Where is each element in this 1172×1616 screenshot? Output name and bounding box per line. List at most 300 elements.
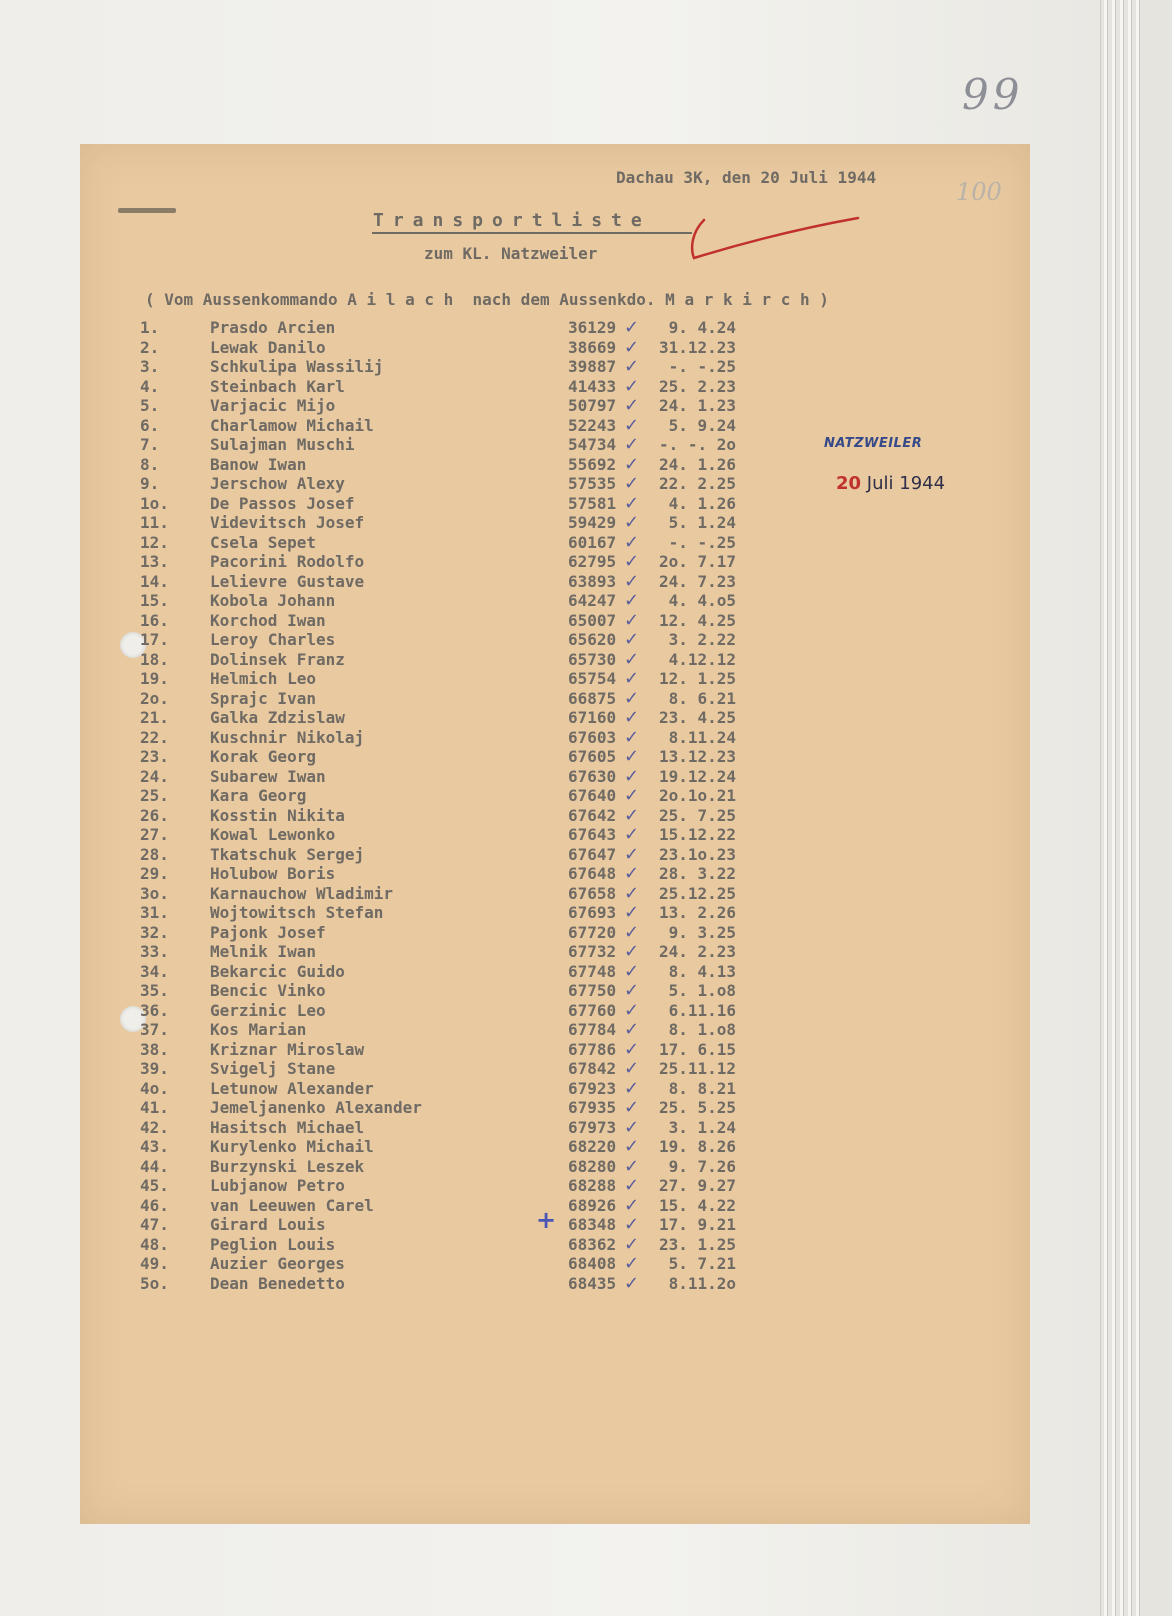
prisoner-number: 52243 bbox=[568, 415, 617, 435]
table-row bbox=[140, 1137, 736, 1157]
table-row bbox=[140, 942, 736, 962]
row-index: 45. bbox=[140, 1176, 169, 1195]
table-row bbox=[140, 1235, 736, 1255]
prisoner-name: Burzynski Leszek bbox=[210, 1156, 365, 1176]
check-mark: ✓ bbox=[624, 1175, 640, 1196]
table-row bbox=[140, 494, 736, 514]
plus-mark: + bbox=[536, 1206, 557, 1234]
birth-date: 9. 3.25 bbox=[668, 922, 736, 942]
row-index: 28. bbox=[140, 844, 169, 864]
prisoner-name: Kriznar Miroslaw bbox=[210, 1039, 365, 1059]
prisoner-name: Galka Zdzislaw bbox=[210, 708, 345, 727]
birth-date: 3. 1.24 bbox=[668, 1117, 736, 1137]
row-index: 49. bbox=[140, 1254, 169, 1273]
prisoner-number: 67973 bbox=[568, 1117, 617, 1137]
table-row bbox=[140, 1118, 736, 1138]
birth-date: 19. 8.26 bbox=[658, 1137, 736, 1156]
check-mark: ✓ bbox=[624, 590, 640, 611]
table-row bbox=[140, 767, 736, 787]
table-row bbox=[140, 981, 736, 1001]
birth-date: 9. 7.26 bbox=[668, 1156, 736, 1176]
birth-date: 3. 2.22 bbox=[668, 630, 736, 649]
table-row bbox=[140, 864, 736, 884]
prisoner-number: 65730 bbox=[568, 649, 617, 669]
birth-date: 8. 8.21 bbox=[668, 1078, 736, 1098]
table-row bbox=[140, 689, 736, 709]
prisoner-name: Leroy Charles bbox=[210, 630, 336, 649]
birth-date: 2o.1o.21 bbox=[658, 786, 736, 805]
birth-date: 25. 5.25 bbox=[658, 1098, 736, 1117]
check-mark: ✓ bbox=[624, 980, 640, 1001]
prisoner-number: 63893 bbox=[568, 571, 617, 591]
birth-date: 8.11.2o bbox=[668, 1273, 736, 1293]
row-index: 36. bbox=[140, 1000, 169, 1020]
page-stack-edge bbox=[1120, 0, 1124, 1616]
birth-date: 19.12.24 bbox=[658, 766, 736, 786]
prisoner-number: 67160 bbox=[568, 708, 617, 727]
prisoner-number: 62795 bbox=[568, 552, 617, 571]
table-row bbox=[140, 1274, 736, 1294]
prisoner-number: 60167 bbox=[568, 532, 617, 552]
transport-list-table bbox=[140, 318, 736, 1293]
prisoner-number: 55692 bbox=[568, 454, 617, 474]
row-index: 12. bbox=[140, 532, 169, 552]
prisoner-name: Charlamow Michail bbox=[210, 415, 374, 435]
prisoner-name: Korchod Iwan bbox=[210, 610, 326, 630]
prisoner-name: Girard Louis bbox=[210, 1215, 326, 1234]
table-row bbox=[140, 1001, 736, 1021]
check-mark: ✓ bbox=[624, 668, 640, 689]
birth-date: 25. 2.23 bbox=[658, 376, 736, 396]
page-stack-edge bbox=[1136, 0, 1140, 1616]
check-mark: ✓ bbox=[624, 414, 640, 436]
row-index: 1. bbox=[140, 318, 160, 337]
prisoner-number: 67642 bbox=[568, 805, 617, 825]
ink-smudge bbox=[118, 208, 176, 213]
row-index: 14. bbox=[140, 571, 169, 591]
birth-date: 8. 4.13 bbox=[668, 961, 736, 981]
prisoner-number: 64247 bbox=[568, 591, 617, 610]
table-row bbox=[140, 845, 736, 865]
prisoner-name: Jemeljanenko Alexander bbox=[210, 1098, 422, 1117]
stamp-day: 20 bbox=[836, 473, 862, 494]
check-mark: ✓ bbox=[624, 687, 640, 709]
prisoner-name: Bekarcic Guido bbox=[210, 961, 345, 981]
check-mark: ✓ bbox=[624, 1272, 640, 1294]
prisoner-name: Jerschow Alexy bbox=[210, 474, 345, 493]
prisoner-name: Lewak Danilo bbox=[210, 337, 326, 357]
row-index: 13. bbox=[140, 552, 169, 571]
stamp-place: NATZWEILER bbox=[824, 436, 923, 451]
birth-date: 8. 6.21 bbox=[668, 688, 736, 708]
page-stack-edge bbox=[1112, 0, 1116, 1616]
table-row bbox=[140, 513, 736, 533]
prisoner-number: 67786 bbox=[568, 1039, 617, 1059]
page-stack-edge bbox=[1104, 0, 1108, 1616]
birth-date: 24. 1.26 bbox=[658, 454, 736, 474]
prisoner-name: Pacorini Rodolfo bbox=[210, 552, 365, 571]
check-mark: ✓ bbox=[624, 434, 640, 455]
row-index: 5o. bbox=[140, 1273, 169, 1293]
prisoner-name: Csela Sepet bbox=[210, 532, 316, 552]
check-mark: ✓ bbox=[624, 336, 640, 358]
prisoner-number: 67923 bbox=[568, 1078, 617, 1098]
birth-date: 6.11.16 bbox=[668, 1000, 736, 1020]
check-mark: ✓ bbox=[624, 375, 640, 397]
row-index: 33. bbox=[140, 942, 169, 961]
prisoner-name: Varjacic Mijo bbox=[210, 396, 336, 415]
row-index: 18. bbox=[140, 649, 169, 669]
prisoner-number: 67760 bbox=[568, 1000, 617, 1020]
prisoner-number: 67693 bbox=[568, 903, 617, 922]
prisoner-number: 67640 bbox=[568, 786, 617, 805]
table-row bbox=[140, 533, 736, 553]
table-row bbox=[140, 435, 736, 455]
check-mark: ✓ bbox=[624, 1136, 640, 1157]
prisoner-name: Sulajman Muschi bbox=[210, 435, 355, 454]
birth-date: 13.12.23 bbox=[658, 747, 736, 766]
row-index: 47. bbox=[140, 1215, 169, 1234]
table-row bbox=[140, 630, 736, 650]
row-index: 31. bbox=[140, 903, 169, 922]
prisoner-number: 67647 bbox=[568, 844, 617, 864]
prisoner-number: 68220 bbox=[568, 1137, 617, 1156]
table-row bbox=[140, 552, 736, 572]
prisoner-name: Wojtowitsch Stefan bbox=[210, 903, 384, 922]
prisoner-number: 65754 bbox=[568, 669, 617, 688]
row-index: 37. bbox=[140, 1020, 169, 1039]
prisoner-number: 67648 bbox=[568, 864, 617, 883]
prisoner-number: 68362 bbox=[568, 1234, 617, 1254]
prisoner-name: Lelievre Gustave bbox=[210, 571, 365, 591]
row-index: 7. bbox=[140, 435, 160, 454]
table-row bbox=[140, 650, 736, 670]
birth-date: 15. 4.22 bbox=[658, 1195, 736, 1215]
birth-date: 25. 7.25 bbox=[658, 805, 736, 825]
folio-number: 99 bbox=[962, 70, 1024, 119]
row-index: 4. bbox=[140, 376, 160, 396]
prisoner-number: 67935 bbox=[568, 1098, 617, 1117]
table-row bbox=[140, 318, 736, 338]
birth-date: 5. 9.24 bbox=[668, 415, 736, 435]
prisoner-name: Schkulipa Wassilij bbox=[210, 357, 384, 376]
check-mark: ✓ bbox=[624, 1058, 640, 1079]
table-row bbox=[140, 903, 736, 923]
table-row bbox=[140, 591, 736, 611]
prisoner-name: Steinbach Karl bbox=[210, 376, 345, 396]
table-row bbox=[140, 825, 736, 845]
table-row bbox=[140, 1196, 736, 1216]
check-mark: ✓ bbox=[624, 1116, 640, 1138]
prisoner-name: Banow Iwan bbox=[210, 454, 307, 474]
birth-date: 9. 4.24 bbox=[668, 318, 736, 337]
table-row bbox=[140, 1098, 736, 1118]
check-mark: ✓ bbox=[624, 395, 640, 416]
birth-date: 28. 3.22 bbox=[658, 864, 736, 883]
table-row bbox=[140, 1254, 736, 1274]
prisoner-number: 67630 bbox=[568, 766, 617, 786]
prisoner-number: 68288 bbox=[568, 1176, 617, 1195]
prisoner-number: 68408 bbox=[568, 1254, 617, 1273]
row-index: 3. bbox=[140, 357, 160, 376]
row-index: 3o. bbox=[140, 883, 169, 903]
check-mark: ✓ bbox=[624, 863, 640, 884]
route-line: ( Vom Aussenkommando A i l a c h nach dem Aussenkdo. M a r k i r c h ) bbox=[145, 290, 829, 309]
row-index: 39. bbox=[140, 1059, 169, 1078]
check-mark: ✓ bbox=[624, 551, 640, 572]
prisoner-number: 67603 bbox=[568, 727, 617, 747]
check-mark: ✓ bbox=[624, 921, 640, 943]
table-row bbox=[140, 806, 736, 826]
birth-date: 22. 2.25 bbox=[658, 474, 736, 493]
row-index: 34. bbox=[140, 961, 169, 981]
table-row bbox=[140, 1176, 736, 1196]
birth-date: -. -.25 bbox=[668, 532, 736, 552]
prisoner-name: Letunow Alexander bbox=[210, 1078, 374, 1098]
row-index: 38. bbox=[140, 1039, 169, 1059]
check-mark: ✓ bbox=[624, 648, 640, 670]
check-mark: ✓ bbox=[624, 1253, 640, 1274]
prisoner-name: Bencic Vinko bbox=[210, 981, 326, 1000]
prisoner-name: Dean Benedetto bbox=[210, 1273, 345, 1293]
row-index: 29. bbox=[140, 864, 169, 883]
table-row bbox=[140, 1079, 736, 1099]
row-index: 43. bbox=[140, 1137, 169, 1156]
prisoner-number: 67842 bbox=[568, 1059, 617, 1078]
row-index: 2. bbox=[140, 337, 160, 357]
row-index: 17. bbox=[140, 630, 169, 649]
check-mark: ✓ bbox=[624, 453, 640, 475]
prisoner-name: Melnik Iwan bbox=[210, 942, 316, 961]
table-row bbox=[140, 1157, 736, 1177]
prisoner-name: Helmich Leo bbox=[210, 669, 316, 688]
table-row bbox=[140, 1040, 736, 1060]
row-index: 27. bbox=[140, 825, 169, 844]
prisoner-name: Prasdo Arcien bbox=[210, 318, 336, 337]
birth-date: 2o. 7.17 bbox=[658, 552, 736, 571]
row-index: 16. bbox=[140, 610, 169, 630]
check-mark: ✓ bbox=[624, 1097, 640, 1118]
row-index: 5. bbox=[140, 396, 160, 415]
pencil-page-number: 100 bbox=[956, 178, 1002, 206]
prisoner-name: Lubjanow Petro bbox=[210, 1176, 345, 1195]
check-mark: ✓ bbox=[624, 570, 640, 592]
check-mark: ✓ bbox=[624, 804, 640, 826]
row-index: 44. bbox=[140, 1156, 169, 1176]
row-index: 21. bbox=[140, 708, 169, 727]
row-index: 8. bbox=[140, 454, 160, 474]
stamp-date bbox=[836, 473, 945, 494]
prisoner-name: Karnauchow Wladimir bbox=[210, 883, 394, 903]
document-title: Transportliste bbox=[373, 210, 651, 231]
prisoner-number: 67732 bbox=[568, 942, 617, 961]
row-index: 26. bbox=[140, 805, 169, 825]
row-index: 9. bbox=[140, 474, 160, 493]
prisoner-name: Auzier Georges bbox=[210, 1254, 345, 1273]
check-mark: ✓ bbox=[624, 746, 640, 767]
check-mark: ✓ bbox=[624, 1194, 640, 1216]
table-row bbox=[140, 338, 736, 358]
prisoner-number: 57535 bbox=[568, 474, 617, 493]
table-row bbox=[140, 728, 736, 748]
prisoner-number: 67750 bbox=[568, 981, 617, 1000]
table-row bbox=[140, 396, 736, 416]
prisoner-name: Kuschnir Nikolaj bbox=[210, 727, 365, 747]
red-pencil-check-mark bbox=[690, 214, 860, 264]
row-index: 46. bbox=[140, 1195, 169, 1215]
table-row bbox=[140, 923, 736, 943]
prisoner-name: Kosstin Nikita bbox=[210, 805, 345, 825]
birth-date: 17. 6.15 bbox=[658, 1039, 736, 1059]
check-mark: ✓ bbox=[624, 1038, 640, 1060]
check-mark: ✓ bbox=[624, 1233, 640, 1255]
date-line: Dachau 3K, den 20 Juli 1944 bbox=[616, 168, 877, 187]
prisoner-number: 67748 bbox=[568, 961, 617, 981]
birth-date: -. -.25 bbox=[668, 357, 736, 376]
birth-date: 24. 1.23 bbox=[658, 396, 736, 415]
row-index: 48. bbox=[140, 1234, 169, 1254]
prisoner-name: Gerzinic Leo bbox=[210, 1000, 326, 1020]
title-underline bbox=[372, 232, 692, 234]
prisoner-name: Svigelj Stane bbox=[210, 1059, 336, 1078]
prisoner-number: 67658 bbox=[568, 883, 617, 903]
row-index: 42. bbox=[140, 1117, 169, 1137]
check-mark: ✓ bbox=[624, 492, 640, 514]
birth-date: 24. 2.23 bbox=[658, 942, 736, 961]
row-index: 6. bbox=[140, 415, 160, 435]
stamp-month-year: Juli 1944 bbox=[866, 473, 946, 494]
prisoner-name: Tkatschuk Sergej bbox=[210, 844, 365, 864]
table-row bbox=[140, 786, 736, 806]
birth-date: 12. 1.25 bbox=[658, 669, 736, 688]
table-row bbox=[140, 747, 736, 767]
prisoner-number: 50797 bbox=[568, 396, 617, 415]
check-mark: ✓ bbox=[624, 473, 640, 494]
check-mark: ✓ bbox=[624, 512, 640, 533]
row-index: 2o. bbox=[140, 688, 169, 708]
birth-date: 5. 7.21 bbox=[668, 1254, 736, 1273]
birth-date: 4. 1.26 bbox=[668, 493, 736, 513]
birth-date: 4. 4.o5 bbox=[668, 591, 736, 610]
prisoner-number: 67605 bbox=[568, 747, 617, 766]
prisoner-number: 68926 bbox=[568, 1195, 617, 1215]
table-row bbox=[140, 416, 736, 436]
prisoner-name: Kowal Lewonko bbox=[210, 825, 336, 844]
birth-date: 8. 1.o8 bbox=[668, 1020, 736, 1039]
birth-date: 8.11.24 bbox=[668, 727, 736, 747]
page-stack-edge bbox=[1128, 0, 1132, 1616]
table-row bbox=[140, 611, 736, 631]
birth-date: 15.12.22 bbox=[658, 825, 736, 844]
birth-date: 31.12.23 bbox=[658, 337, 736, 357]
prisoner-number: 68435 bbox=[568, 1273, 617, 1293]
birth-date: 25.12.25 bbox=[658, 883, 736, 903]
birth-date: 12. 4.25 bbox=[658, 610, 736, 630]
row-index: 11. bbox=[140, 513, 169, 532]
table-row bbox=[140, 962, 736, 982]
prisoner-name: Videvitsch Josef bbox=[210, 513, 365, 532]
prisoner-name: Kurylenko Michail bbox=[210, 1137, 374, 1156]
check-mark: ✓ bbox=[624, 317, 640, 338]
check-mark: ✓ bbox=[624, 843, 640, 865]
prisoner-name: Kobola Johann bbox=[210, 591, 336, 610]
check-mark: ✓ bbox=[624, 609, 640, 631]
check-mark: ✓ bbox=[624, 1077, 640, 1099]
birth-date: 23. 1.25 bbox=[658, 1234, 736, 1254]
birth-date: 13. 2.26 bbox=[658, 903, 736, 922]
check-mark: ✓ bbox=[624, 1214, 640, 1235]
prisoner-name: Hasitsch Michael bbox=[210, 1117, 365, 1137]
table-row bbox=[140, 1020, 736, 1040]
prisoner-number: 67784 bbox=[568, 1020, 617, 1039]
birth-date: 23.1o.23 bbox=[658, 844, 736, 864]
row-index: 4o. bbox=[140, 1078, 169, 1098]
birth-date: 25.11.12 bbox=[658, 1059, 736, 1078]
birth-date: 24. 7.23 bbox=[658, 571, 736, 591]
check-mark: ✓ bbox=[624, 999, 640, 1021]
prisoner-number: 54734 bbox=[568, 435, 617, 454]
birth-date: 5. 1.24 bbox=[668, 513, 736, 532]
row-index: 24. bbox=[140, 766, 169, 786]
prisoner-number: 65620 bbox=[568, 630, 617, 649]
table-row bbox=[140, 474, 736, 494]
prisoner-number: 65007 bbox=[568, 610, 617, 630]
prisoner-number: 66875 bbox=[568, 688, 617, 708]
prisoner-name: Subarew Iwan bbox=[210, 766, 326, 786]
prisoner-number: 38669 bbox=[568, 337, 617, 357]
prisoner-name: Peglion Louis bbox=[210, 1234, 336, 1254]
check-mark: ✓ bbox=[624, 531, 640, 553]
birth-date: -. -. 2o bbox=[658, 435, 736, 454]
check-mark: ✓ bbox=[624, 765, 640, 787]
row-index: 41. bbox=[140, 1098, 169, 1117]
prisoner-name: Sprajc Ivan bbox=[210, 688, 316, 708]
check-mark: ✓ bbox=[624, 629, 640, 650]
prisoner-name: De Passos Josef bbox=[210, 493, 355, 513]
prisoner-name: Pajonk Josef bbox=[210, 922, 326, 942]
row-index: 23. bbox=[140, 747, 169, 766]
row-index: 19. bbox=[140, 669, 169, 688]
birth-date: 5. 1.o8 bbox=[668, 981, 736, 1000]
check-mark: ✓ bbox=[624, 1019, 640, 1040]
prisoner-number: 41433 bbox=[568, 376, 617, 396]
prisoner-number: 39887 bbox=[568, 357, 617, 376]
prisoner-number: 68280 bbox=[568, 1156, 617, 1176]
check-mark: ✓ bbox=[624, 726, 640, 748]
check-mark: ✓ bbox=[624, 707, 640, 728]
table-row bbox=[140, 377, 736, 397]
table-row bbox=[140, 572, 736, 592]
prisoner-name: van Leeuwen Carel bbox=[210, 1195, 374, 1215]
check-mark: ✓ bbox=[624, 941, 640, 962]
prisoner-number: 59429 bbox=[568, 513, 617, 532]
row-index: 25. bbox=[140, 786, 169, 805]
check-mark: ✓ bbox=[624, 902, 640, 923]
birth-date: 4.12.12 bbox=[668, 649, 736, 669]
prisoner-number: 68348 bbox=[568, 1215, 617, 1234]
check-mark: ✓ bbox=[624, 1155, 640, 1177]
prisoner-name: Dolinsek Franz bbox=[210, 649, 345, 669]
prisoner-number: 36129 bbox=[568, 318, 617, 337]
birth-date: 27. 9.27 bbox=[658, 1176, 736, 1195]
table-row bbox=[140, 669, 736, 689]
table-row bbox=[140, 884, 736, 904]
table-row bbox=[140, 357, 736, 377]
check-mark: ✓ bbox=[624, 882, 640, 904]
row-index: 1o. bbox=[140, 493, 169, 513]
table-row bbox=[140, 455, 736, 475]
table-row bbox=[140, 1215, 736, 1235]
